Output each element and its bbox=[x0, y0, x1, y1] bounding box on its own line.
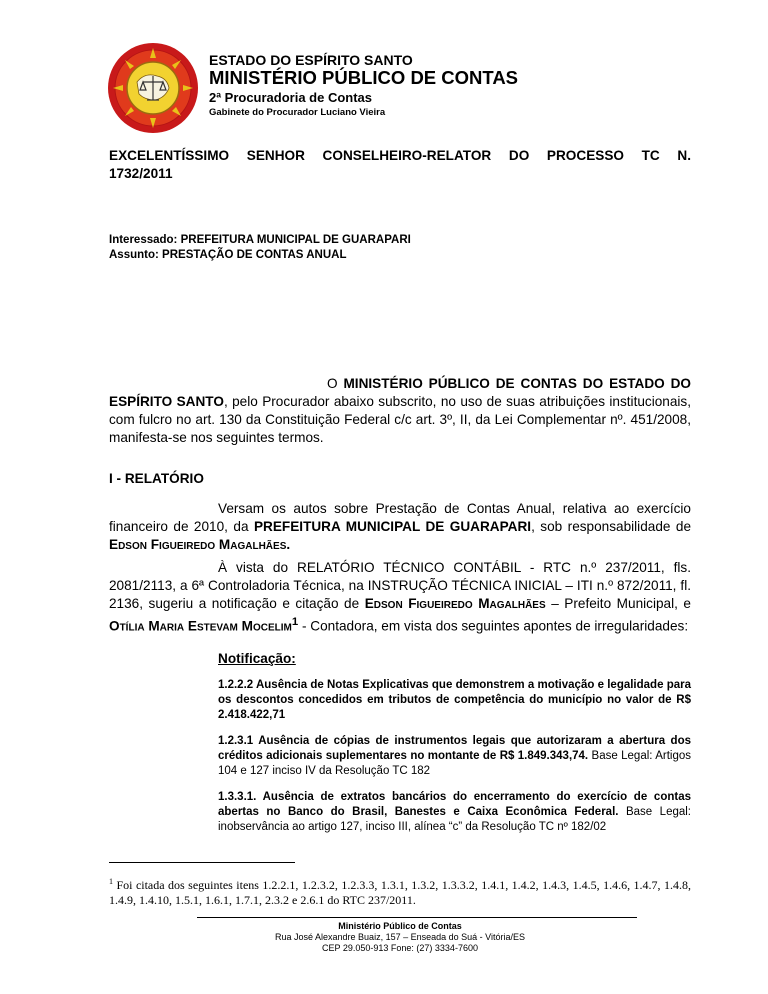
irregularity-item bbox=[218, 678, 691, 723]
assunto-label: Assunto: bbox=[109, 249, 159, 261]
report-paragraph-1 bbox=[109, 500, 691, 554]
footer-address: Rua José Alexandre Buaiz, 157 – Enseada do Suá - Vitória/ES bbox=[275, 932, 525, 942]
item-bold: 1.2.2.2 Ausência de Notas Explicativas que demonstrem a motivação e legalidade para os descontos concedidos em tributos de competência do município no valor de R$ 2.418.422,71 bbox=[218, 679, 691, 721]
p2-text-3: - Contadora, em vista dos seguintes apontes de irregularidades: bbox=[301, 618, 689, 634]
item-bold: 1.2.3.1 Ausência de cópias de instrumentos legais que autorizaram a abertura dos créditos adicionais suplementares no montante de R$ 1.849.343,74. bbox=[218, 735, 691, 762]
header-procuradoria: 2ª Procuradoria de Contas bbox=[209, 90, 373, 105]
report-paragraph-2 bbox=[109, 559, 691, 636]
addressee bbox=[109, 147, 691, 183]
header-gabinete: Gabinete do Procurador Luciano Vieira bbox=[209, 107, 386, 118]
assunto bbox=[109, 248, 691, 263]
assunto-value: PRESTAÇÃO DE CONTAS ANUAL bbox=[162, 249, 347, 261]
item-normal: Base Legal: inobservância ao artigo 127, inciso III, alínea “c” da Resolução TC nº 182/02 bbox=[218, 806, 692, 833]
intro-text: , pelo Procurador abaixo subscrito, no uso de suas atribuições institucionais, com fulcro no art. 130 da Constituição Federal c/c art. 3º, II, da Lei Complementar nº. 451/2008, manifesta-se nos seguintes termos. bbox=[109, 394, 692, 445]
irregularity-item bbox=[218, 734, 691, 779]
footnote bbox=[109, 874, 691, 908]
header-org: MINISTÉRIO PÚBLICO DE CONTAS bbox=[209, 67, 519, 88]
footer-divider bbox=[197, 917, 637, 918]
footer-contact: CEP 29.050-913 Fone: (27) 3334-7600 bbox=[322, 943, 478, 953]
coat-of-arms-logo bbox=[107, 42, 199, 134]
section-title: I - RELATÓRIO bbox=[109, 471, 204, 486]
item-bold: 1.3.3.1. Ausência de extratos bancários do encerramento do exercício de contas abertas no Banco do Brasil, Banestes e Caixa Econômica Federal. bbox=[218, 791, 691, 818]
intro-paragraph bbox=[109, 375, 691, 447]
interessado-value: PREFEITURA MUNICIPAL DE GUARAPARI bbox=[180, 234, 411, 246]
p2-text-2: – Prefeito Municipal, e bbox=[551, 596, 691, 611]
footer-org: Ministério Público de Contas bbox=[338, 921, 462, 931]
interessado bbox=[109, 233, 691, 248]
item-normal: Base Legal: Artigos 104 e 127 inciso IV da Resolução TC 182 bbox=[218, 750, 692, 777]
p2-person-2: Otília Maria Estevam Mocelim bbox=[109, 618, 292, 634]
p2-person-1: Edson Figueiredo Magalhães bbox=[364, 596, 546, 611]
notificacao-title: Notificação: bbox=[218, 651, 296, 666]
interessado-assunto bbox=[109, 233, 691, 263]
interessado-label: Interessado: bbox=[109, 234, 178, 246]
header-state: ESTADO DO ESPÍRITO SANTO bbox=[209, 52, 413, 68]
p2-text-1: À vista do RELATÓRIO TÉCNICO CONTÁBIL - RTC n.º 237/2011, fls. 2081/2113, a 6ª Controladoria Técnica, na INSTRUÇÃO TÉCNICA INICIAL – ITI n.º 872/2011, fl. 2136, sugeriu a notificação e citação de bbox=[109, 560, 691, 611]
footnote-divider bbox=[109, 862, 295, 863]
intro-org: MINISTÉRIO PÚBLICO DE CONTAS DO ESTADO DO ESPÍRITO SANTO bbox=[109, 376, 691, 409]
irregularity-item bbox=[218, 790, 691, 835]
process-number: 1732/2011 bbox=[109, 166, 173, 181]
p1-text-1: Versam os autos sobre Prestação de Contas Anual, relativa ao exercício financeiro de 2010, da bbox=[109, 501, 691, 534]
p1-entity: PREFEITURA MUNICIPAL DE GUARAPARI bbox=[253, 519, 532, 534]
page-footer bbox=[109, 921, 691, 954]
footnote-text: Foi citada dos seguintes itens 1.2.2.1, 1.2.3.2, 1.2.3.3, 1.3.1, 1.3.2, 1.3.3.2, 1.4.1, 1.4.2, 1.4.3, 1.4.5, 1.4.6, 1.4.7, 1.4.8, 1.4.9, 1.4.10, 1.5.1, 1.6.1, 1.7.1, 2.3.2 e 2.6.1 do RTC 237/2011. bbox=[109, 878, 691, 907]
p1-person: Edson Figueiredo Magalhães bbox=[109, 537, 287, 552]
addressee-line: EXCELENTÍSSIMO SENHOR CONSELHEIRO-RELATOR DO PROCESSO TC N. bbox=[109, 148, 691, 163]
intro-o: O bbox=[327, 376, 338, 391]
p1-text-2: , sob responsabilidade de bbox=[531, 519, 692, 534]
footnote-ref: 1 bbox=[291, 616, 299, 628]
footnote-number: 1 bbox=[109, 877, 113, 886]
p1-text-3: . bbox=[286, 537, 291, 552]
